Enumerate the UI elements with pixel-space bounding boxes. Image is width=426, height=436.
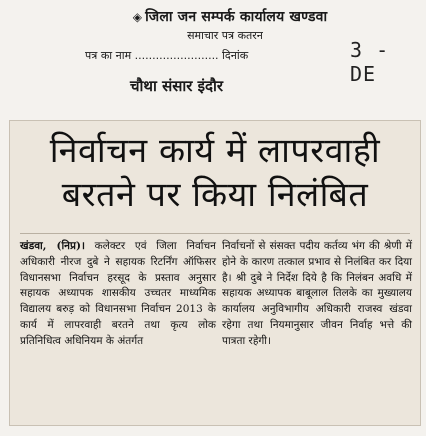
office-name: जिला जन सम्पर्क कार्यालय खण्डवा: [145, 9, 328, 25]
article-column-right: [222, 239, 412, 350]
article-text-left: कलेक्टर एवं जिला निर्वाचन अधिकारी नीरज दुबे ने सहायक रिटर्निंग ऑफिसर विधानसभा निर्वाचन हरसूद के प्रस्ताव अनुसार सहायक अध्यापक शासकीय उच्चतर माध्यमिक विद्यालय बरुड़ को विधानसभा निर्वाचन 2013 के कार्य में लापरवाही बरतने तथा कृत्य लोक प्रतिनिधित्व अधिनियम के अंतर्गत: [20, 240, 216, 347]
date-stamp: 3 - DE: [350, 38, 390, 86]
headline-line-2: बरतने पर किया निलंबित: [61, 175, 369, 215]
headline-line-1: निर्वाचन कार्य में लापरवाही: [49, 131, 381, 171]
emblem-icon: ◈: [132, 10, 143, 24]
news-clipping: [9, 120, 421, 426]
office-title: [110, 7, 350, 26]
dateline: खंडवा, (निप्र)।: [20, 240, 85, 252]
clipping-label: समाचार पत्र कतरन: [187, 29, 263, 42]
headline: [10, 129, 420, 217]
article-column-left: [20, 239, 216, 350]
article-text-right: निर्वाचनों से संसक्त पदीय कर्तव्य भंग की श्रेणी में होने के कारण तत्काल प्रभाव से निलंबित कर दिया है। श्री दुबे ने निर्देश दिये है कि निलंबन अवधि में सहायक अध्यापक बाबूलाल तिलके का मुख्यालय कार्यालय अनुविभागीय अधिकारी राजस्व खंडवा रहेगा तथा नियमानुसार जीवन निर्वाह भत्ते की पात्रता रहेगी।: [222, 240, 412, 347]
divider: [20, 233, 410, 234]
paper-name-line: पत्र का नाम ........................ दिनांक: [85, 49, 249, 62]
newspaper-source: चौथा संसार इंदौर: [130, 77, 223, 95]
